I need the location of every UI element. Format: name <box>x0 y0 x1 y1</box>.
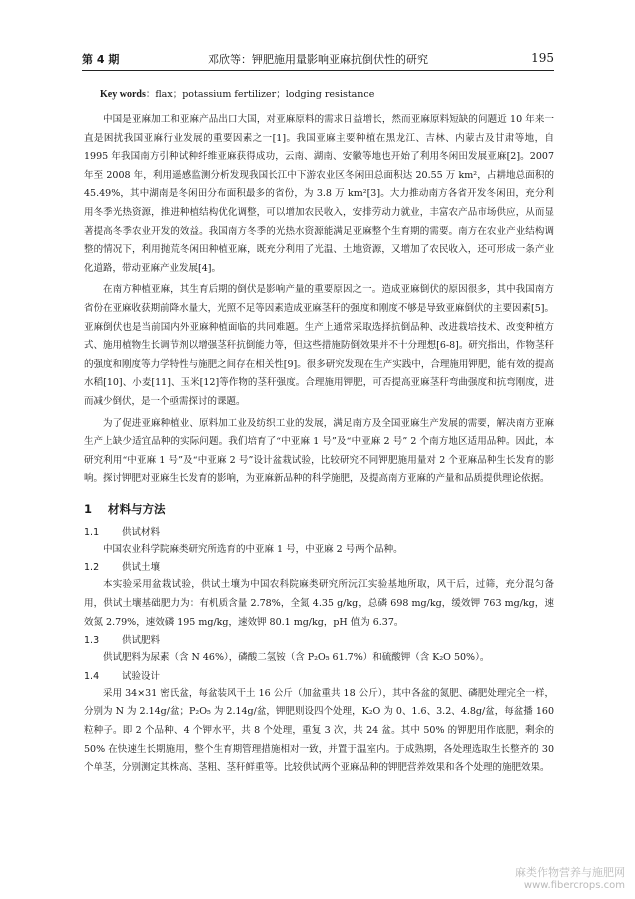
subsection-heading-1-4 <box>84 668 554 685</box>
subsection-number: 1.3 <box>84 635 100 647</box>
subsection-title: 供试土壤 <box>122 562 161 574</box>
section-number: 1 <box>84 501 93 516</box>
subsection-number: 1.2 <box>84 562 100 574</box>
subsection-text-1-3: 供试肥料为尿素（含 N 46%），磷酸二氢铵（含 P₂O₅ 61.7%）和硫酸钾（含 K₂O 50%）。 <box>103 652 490 664</box>
watermark-site-name: 麻类作物营养与施肥网 <box>515 866 625 879</box>
issue-number: 第 4 期 <box>82 53 120 66</box>
intro-paragraph-1: 中国是亚麻加工和亚麻产品出口大国，对亚麻原料的需求日益增长，然而亚麻原料短缺的问题近 10 年来一直是困扰我国亚麻行业发展的重要因素之一[1]。我国亚麻主要种植在黑龙江、吉林、内蒙古及甘肃等地，自 1995 年我国南方引种试种纤维亚麻获得成功，云南、湖南、安徽等地也开始了利用冬闲田发展亚麻[2]。2007 年至 2008 年，利用遥感监测分析发现我国长江中下游农业区冬闲田总面积达 20.55 万 km²，占耕地总面积的 45.49%，其中湖南是冬闲田分布面积最多的省份，为 3.8 万 km²[3]。大力推动南方各省开发冬闲田，充分利用冬季光热资源，推进种植结构优化调整，可以增加农民收入，安排劳动力就业，丰富农产品市场供应，从而显著提高冬季农业开发的效益。我国南方冬季的光热水资源能满足亚麻整个生育期的需要。南方在农业产业结构调整的情况下，利用抛荒冬闲田种植亚麻，既充分利用了光温、土地资源，又增加了农民收入，还可形成一条产业化道路，带动亚麻产业发展[4]。 <box>84 114 554 274</box>
keywords-text: ：flax；potassium fertilizer；lodging resistance <box>145 89 375 100</box>
subsection-text-1-1: 中国农业科学院麻类研究所选育的中亚麻 1 号，中亚麻 2 号两个品种。 <box>103 543 403 555</box>
intro-paragraph-3: 为了促进亚麻种植业、原料加工业及纺织工业的发展，满足南方及全国亚麻生产发展的需要，解决南方亚麻生产上缺少适宜品种的实际问题。我们培育了“中亚麻 1 号”及“中亚麻 2 号” 2 个南方地区适用品种。因此，本研究利用“中亚麻 1 号”及“中亚麻 2 号”设计盆栽试验，比较研究不同钾肥施用量对 2 个亚麻品种生长发育的影响。探讨钾肥对亚麻生长发育的影响，为亚麻新品种的科学施肥，及提高南方亚麻的产量和品质提供理论依据。 <box>84 417 554 485</box>
subsection-heading-1-3 <box>84 632 554 649</box>
page-number: 195 <box>531 51 554 65</box>
section-heading-1 <box>84 499 554 519</box>
subsection-title: 供试肥料 <box>122 635 161 647</box>
intro-paragraph-2: 在南方种植亚麻，其生育后期的倒伏是影响产量的重要原因之一。造成亚麻倒伏的原因很多，其中我国南方省份在亚麻收获期前降水量大，光照不足等因素造成亚麻茎秆的强度和刚度不够是导致亚麻倒伏的主要因素[5]。亚麻倒伏也是当前国内外亚麻种植面临的共同难题。生产上通常采取选择抗倒品种、改进栽培技术、改变种植方式、施用植物生长调节剂以增强茎秆抗倒能力等，但这些措施防倒效果并不十分理想[6-8]。研究指出，作物茎秆的强度和刚度等力学特性与施肥之间存在相关性[9]。很多研究发现在生产实践中，合理施用钾肥，能有效的提高水稻[10]、小麦[11]、玉米[12]等作物的茎秆强度。合理施用钾肥，可否提高亚麻茎秆弯曲强度和抗弯刚度，进而减少倒伏，是一个亟需探讨的课题。 <box>84 284 554 407</box>
section-title: 材料与方法 <box>108 501 166 516</box>
subsection-heading-1-2 <box>84 559 554 576</box>
watermark-url: www.fibercrops.com <box>523 880 625 891</box>
running-header <box>82 48 554 71</box>
subsection-text-1-4: 采用 34×31 密氏盆，每盆装风干土 16 公斤（加盆重共 18 公斤），其中各盆的氮肥、磷肥处理完全一样，分别为 N 为 2.14g/盆；P₂O₅ 为 2.14g/盆，钾肥则设四个处理，K₂O 为 0、1.6、3.2、4.8g/盆，每盆播 160 粒种子。即 2 个品种、4 个钾水平，共 8 个处理，重复 3 次，共 24 盆。其中 50% 的钾肥用作底肥，剩余的 50% 在快速生长期施用，整个生育期管理措施相对一致，并置于温室内。于成熟期，各处理选取生长整齐的 30 个单茎，分别测定其株高、茎粗、茎秆鲜重等。比较供试两个亚麻品种的钾肥营养效果和各个处理的施肥效果。 <box>84 687 554 774</box>
subsection-title: 供试材料 <box>122 526 161 538</box>
article-body <box>84 111 554 778</box>
keywords-label: Key words <box>100 89 146 100</box>
subsection-number: 1.1 <box>84 526 100 538</box>
keywords-line <box>100 86 374 100</box>
subsection-text-1-2: 本实验采用盆栽试验，供试土壤为中国农科院麻类研究所沅江实验基地所取，风干后，过筛，充分混匀备用，供试土壤基础肥力为：有机质含量 2.78%，全氮 4.35 g/kg，总磷 698 mg/kg，缓效钾 763 mg/kg，速效氮 2.79%，速效磷 195 mg/kg，速效钾 80.1 mg/kg，pH 值为 6.37。 <box>84 579 554 628</box>
running-title: 邓欣等：钾肥施用量影响亚麻抗倒伏性的研究 <box>208 53 428 66</box>
subsection-heading-1-1 <box>84 524 554 541</box>
site-watermark <box>515 864 625 891</box>
subsection-title: 试验设计 <box>122 670 161 682</box>
subsection-number: 1.4 <box>84 670 100 682</box>
